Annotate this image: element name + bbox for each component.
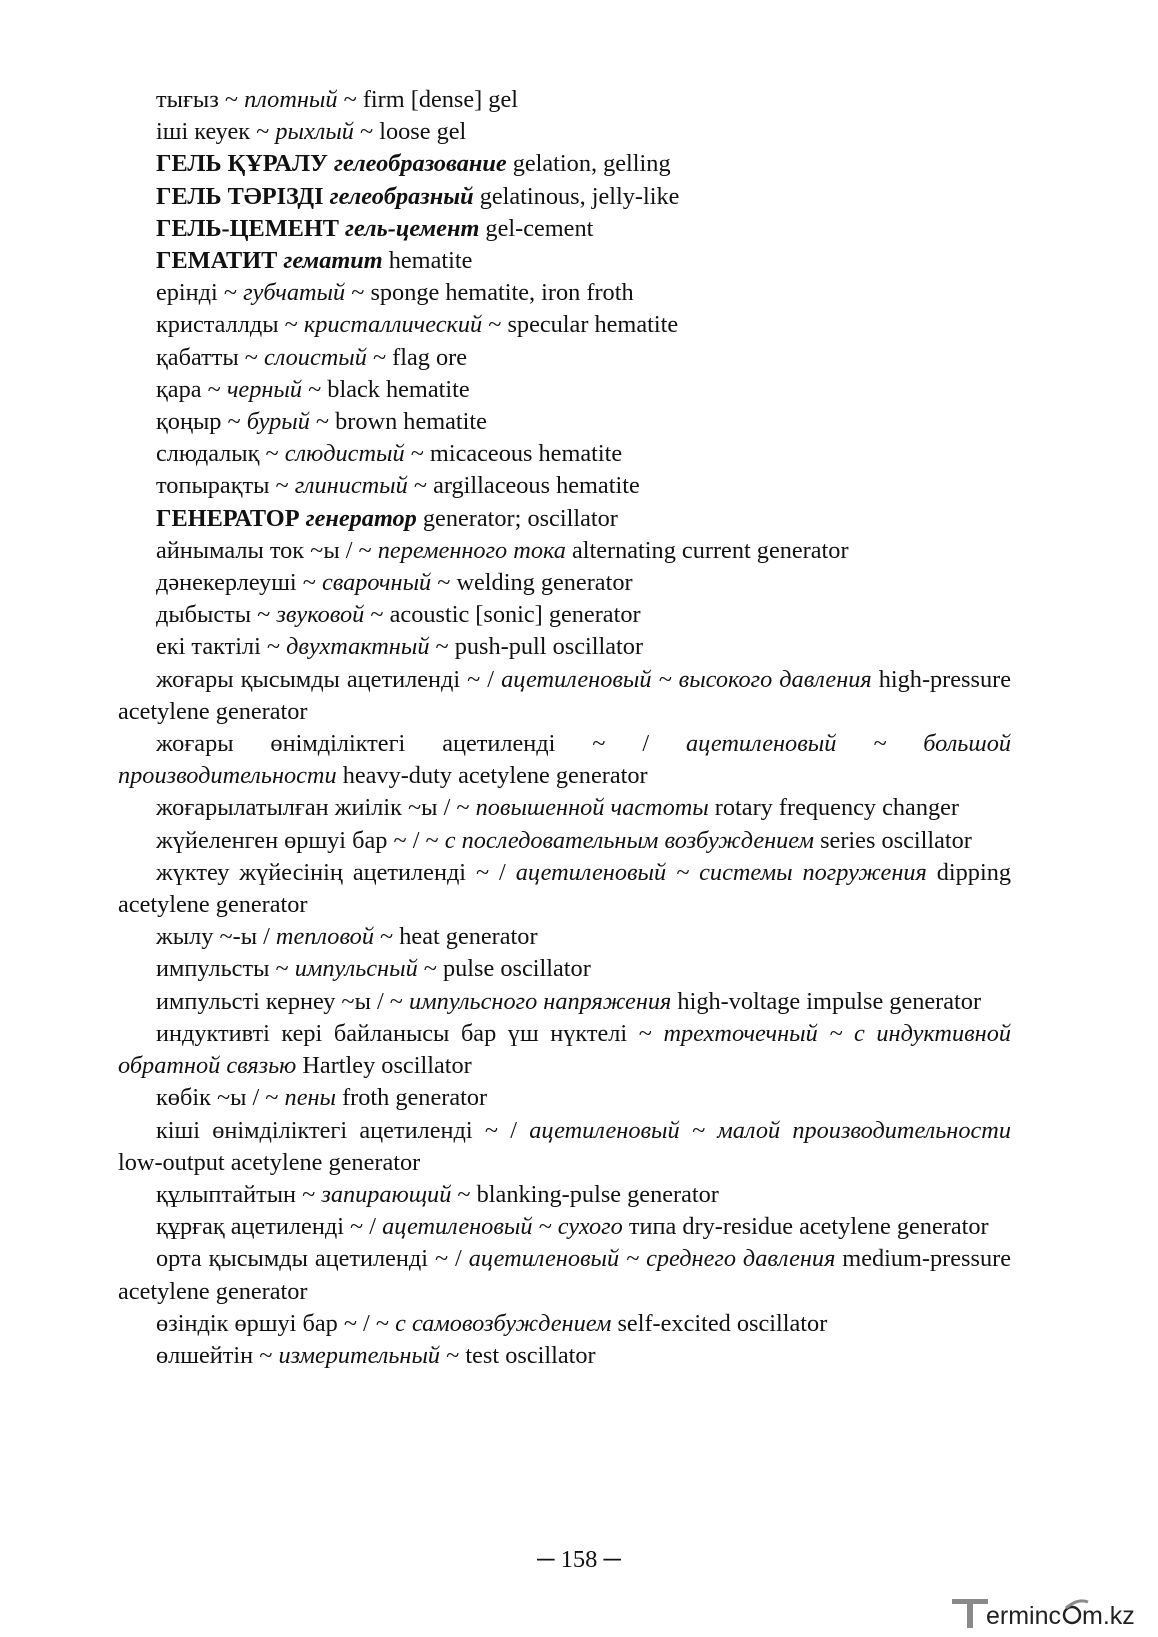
- sub-entry: [118, 728, 1011, 792]
- english-term: ~ flag ore: [366, 343, 468, 371]
- headword-entry: [118, 213, 1011, 245]
- english-term: ~ argillaceous hematite: [407, 472, 640, 500]
- russian-term: запирающий: [321, 1180, 452, 1208]
- english-term: rotary frequency changer: [708, 794, 959, 822]
- russian-term: гель-цемент: [345, 214, 480, 242]
- english-term: ~ sponge hematite, iron froth: [345, 279, 634, 307]
- english-term: self-excited oscillator: [611, 1309, 828, 1337]
- headword-entry: [118, 245, 1011, 277]
- sub-entry: [118, 1115, 1011, 1179]
- kazakh-term: импульсты ~: [156, 955, 295, 983]
- sub-entry: [118, 1308, 1011, 1340]
- headword-entry: [118, 148, 1011, 180]
- english-term: series oscillator: [814, 826, 972, 854]
- kazakh-term: ерінді ~: [156, 279, 244, 307]
- english-term: froth generator: [336, 1084, 488, 1112]
- english-term: ~ black hematite: [302, 375, 470, 403]
- english-term: ~ specular hematite: [482, 311, 679, 339]
- sub-entry: [118, 438, 1011, 470]
- sub-entry: [118, 535, 1011, 567]
- kazakh-term: іші кеуек ~: [156, 118, 276, 146]
- termincom-logo-watermark: [948, 1594, 1148, 1632]
- sub-entry: [118, 1340, 1011, 1372]
- english-term: Hartley oscillator: [296, 1052, 472, 1080]
- russian-term: губчатый: [243, 279, 346, 307]
- russian-term: глинистый: [294, 472, 408, 500]
- english-term: hematite: [382, 247, 473, 275]
- sub-entry: [118, 953, 1011, 985]
- sub-entry: [118, 921, 1011, 953]
- russian-term: измерительный: [278, 1341, 441, 1369]
- english-term: low-output acetylene generator: [118, 1148, 421, 1176]
- kazakh-term: слюдалық ~: [156, 440, 285, 468]
- sub-entry: [118, 1018, 1011, 1082]
- english-term: ~ firm [dense] gel: [337, 86, 518, 113]
- kazakh-term: жоғары өнімділіктегі ацетиленді ~ /: [156, 730, 686, 758]
- sub-entry: [118, 116, 1011, 148]
- kazakh-term: дыбысты ~: [156, 601, 277, 629]
- sub-entry: [118, 1082, 1011, 1114]
- kazakh-term: құрғақ ацетиленді ~ /: [156, 1213, 383, 1241]
- english-term: generator; oscillator: [416, 504, 618, 532]
- russian-term: ацетиленовый ~ сухого: [382, 1213, 623, 1241]
- russian-term: импульсного напряжения: [409, 987, 672, 1015]
- kazakh-headword: ГЕНЕРАТОР: [156, 504, 306, 532]
- kazakh-term: орта қысымды ацетиленді ~ /: [156, 1245, 469, 1273]
- page-number: ─ 158 ─: [537, 1546, 621, 1573]
- english-term: ~ push-pull oscillator: [429, 633, 644, 661]
- russian-term: с последовательным возбуждением: [444, 826, 814, 854]
- sub-entry: [118, 406, 1011, 438]
- english-term: alternating current generator: [565, 536, 849, 564]
- sub-entry: [118, 792, 1011, 824]
- kazakh-headword: ГЕМАТИТ: [156, 247, 284, 275]
- kazakh-term: қоңыр ~: [156, 408, 247, 436]
- sub-entry: [118, 1243, 1011, 1307]
- english-term: ~ pulse oscillator: [417, 955, 591, 983]
- sub-entry: [118, 857, 1011, 921]
- sub-entry: [118, 631, 1011, 663]
- sub-entry: [118, 825, 1011, 857]
- headword-entry: [118, 181, 1011, 213]
- english-term: ~ blanking-pulse generator: [451, 1180, 719, 1208]
- sub-entry: [118, 664, 1011, 728]
- russian-term: сварочный: [321, 569, 432, 597]
- english-term: ~ brown hematite: [309, 408, 487, 436]
- russian-term: двухтактный: [286, 633, 430, 661]
- english-term: ~ micaceous hematite: [404, 440, 623, 468]
- kazakh-term: жылу ~-ы /: [156, 923, 276, 951]
- kazakh-term: жүктеу жүйесінің ацетиленді ~ /: [156, 858, 516, 886]
- kazakh-term: индуктивті кері байланысы бар үш нүктелі ~: [156, 1019, 664, 1047]
- kazakh-headword: ГЕЛЬ ТӘРІЗДІ: [156, 182, 330, 210]
- kazakh-term: жоғары қысымды ацетиленді ~ /: [156, 665, 502, 693]
- kazakh-term: жоғарылатылған жиілік ~ы / ~: [156, 794, 476, 822]
- russian-term: трехточечный ~ с индуктивной обратной связью: [118, 1019, 1012, 1080]
- sub-entry: [118, 986, 1011, 1018]
- kazakh-term: кристаллды ~: [156, 311, 304, 339]
- russian-term: слоистый: [263, 343, 367, 371]
- kazakh-term: кіші өнімділіктегі ацетиленді ~ /: [156, 1116, 530, 1144]
- russian-term: черный: [226, 375, 303, 403]
- kazakh-term: екі тактілі ~: [156, 633, 287, 661]
- kazakh-headword: ГЕЛЬ ҚҰРАЛУ: [156, 150, 335, 178]
- sub-entry: [118, 309, 1011, 341]
- russian-term: гелеобразование: [334, 150, 507, 178]
- russian-term: ацетиленовый ~ большой производительности: [118, 730, 1011, 790]
- english-term: типа dry-residue acetylene generator: [622, 1213, 989, 1241]
- kazakh-term: импульсті кернеу ~ы / ~: [156, 987, 410, 1015]
- russian-term: генератор: [305, 504, 417, 532]
- english-term: ~ acoustic [sonic] generator: [364, 601, 641, 629]
- russian-term: кристаллический: [303, 311, 483, 339]
- kazakh-term: жүйеленген өршуі бар ~ / ~: [156, 826, 445, 854]
- english-term: heavy-duty acetylene generator: [336, 762, 648, 790]
- english-term: high-pressure acetylene generator: [118, 665, 1011, 725]
- sub-entry: [118, 277, 1011, 309]
- sub-entry: [118, 470, 1011, 502]
- sub-entry: [118, 374, 1011, 406]
- termincom-logo-icon: [948, 1594, 1148, 1632]
- kazakh-term: тығыз ~: [156, 86, 245, 113]
- kazakh-term: қара ~: [156, 375, 227, 403]
- russian-term: гематит: [283, 247, 383, 275]
- english-term: ~ welding generator: [431, 569, 633, 597]
- svg-text:m.kz: m.kz: [1082, 1602, 1135, 1630]
- russian-term: ацетиленовый ~ системы погружения: [515, 858, 927, 886]
- svg-text:erminc: erminc: [986, 1602, 1062, 1630]
- kazakh-term: өзіндік өршуі бар ~ / ~: [156, 1309, 396, 1337]
- english-term: ~ loose gel: [353, 118, 467, 146]
- sub-entry: [118, 84, 1011, 116]
- russian-term: повышенной частоты: [475, 794, 709, 822]
- sub-entry: [118, 342, 1011, 374]
- headword-entry: [118, 503, 1011, 535]
- kazakh-headword: ГЕЛЬ-ЦЕМЕНТ: [156, 214, 346, 242]
- russian-term: пены: [284, 1084, 336, 1112]
- russian-term: ацетиленовый ~ высокого давления: [501, 665, 872, 693]
- russian-term: ацетиленовый ~ малой производительности: [529, 1116, 1011, 1144]
- english-term: dipping acetylene generator: [118, 858, 1011, 919]
- russian-term: слюдистый: [284, 440, 405, 468]
- sub-entry: [118, 1211, 1011, 1243]
- kazakh-term: айнымалы ток ~ы / ~: [156, 536, 378, 564]
- english-term: gel-cement: [479, 214, 594, 242]
- sub-entry: [118, 1179, 1011, 1211]
- russian-term: плотный: [244, 86, 338, 113]
- english-term: high-voltage impulse generator: [671, 987, 982, 1015]
- english-term: ~ heat generator: [373, 923, 538, 951]
- english-term: ~ test oscillator: [440, 1341, 596, 1369]
- russian-term: бурый: [246, 408, 310, 436]
- sub-entry: [118, 599, 1011, 631]
- english-term: gelation, gelling: [506, 150, 671, 178]
- russian-term: импульсный: [294, 955, 418, 983]
- dictionary-entries: [118, 84, 1011, 1372]
- russian-term: тепловой: [275, 923, 374, 951]
- kazakh-term: қабатты ~: [156, 343, 264, 371]
- russian-term: с самовозбуждением: [395, 1309, 612, 1337]
- kazakh-term: құлыптайтын ~: [156, 1180, 322, 1208]
- kazakh-term: топырақты ~: [156, 472, 295, 500]
- english-term: gelatinous, jelly-like: [473, 182, 680, 210]
- english-term: medium-pressure acetylene generator: [118, 1245, 1011, 1305]
- russian-term: звуковой: [276, 601, 365, 629]
- russian-term: переменного тока: [377, 536, 566, 564]
- sub-entry: [118, 567, 1011, 599]
- kazakh-term: көбік ~ы / ~: [156, 1084, 285, 1112]
- russian-term: рыхлый: [275, 118, 354, 146]
- kazakh-term: дәнекерлеуші ~: [156, 569, 322, 597]
- kazakh-term: өлшейтін ~: [156, 1341, 279, 1369]
- russian-term: ацетиленовый ~ среднего давления: [468, 1245, 836, 1273]
- russian-term: гелеобразный: [329, 182, 474, 210]
